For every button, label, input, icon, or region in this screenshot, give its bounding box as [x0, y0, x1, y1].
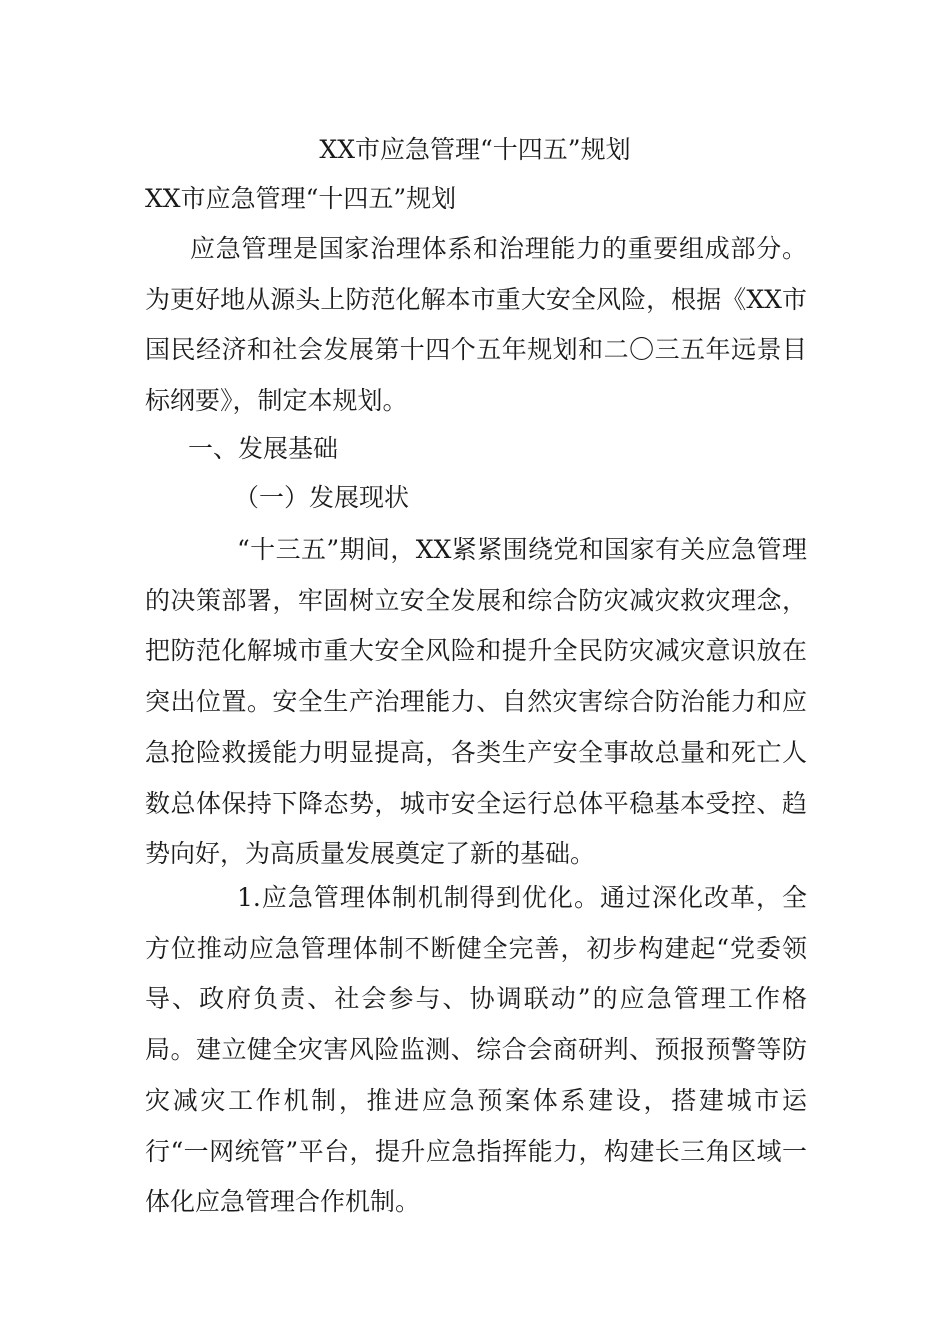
document-title: XX市应急管理“十四五”规划: [319, 135, 631, 164]
section-heading: 一、发展基础: [188, 434, 339, 463]
status-paragraph: “十三五”期间，XX紧紧围绕党和国家有关应急管理的决策部署，牢固树立安全发展和综合防灾减灾救灾理念，把防范化解城市重大安全风险和提升全民防灾减灾意识放在突出位置。安全生产治理能力、自然灾害综合防治能力和应急抢险救援能力明显提高，各类生产安全事故总量和死亡人数总体保持下降态势，城市安全运行总体平稳基本受控、趋势向好，为高质量发展奠定了新的基础。: [145, 535, 807, 869]
document-subtitle: XX市应急管理“十四五”规划: [145, 184, 457, 213]
item-paragraph: 1.应急管理体制机制得到优化。通过深化改革，全方位推动应急管理体制不断健全完善，初步构建起“党委领导、政府负责、社会参与、协调联动”的应急管理工作格局。建立健全灾害风险监测、综合会商研判、预报预警等防灾减灾工作机制，推进应急预案体系建设，搭建城市运行“一网统管”平台，提升应急指挥能力，构建长三角区域一体化应急管理合作机制。: [145, 883, 807, 1217]
intro-paragraph: 应急管理是国家治理体系和治理能力的重要组成部分。为更好地从源头上防范化解本市重大安全风险，根据《XX市国民经济和社会发展第十四个五年规划和二〇三五年远景目标纲要》，制定本规划。: [145, 234, 807, 416]
subsection-heading: （一）发展现状: [234, 483, 410, 512]
